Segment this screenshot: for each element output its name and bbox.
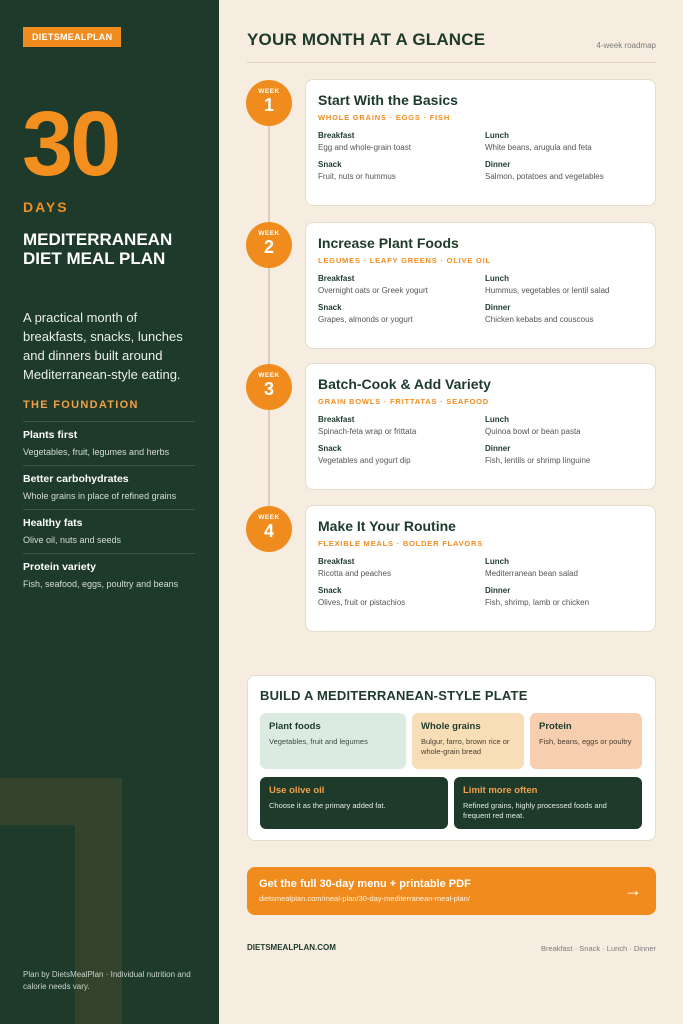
arrow-right-icon[interactable]: →	[624, 880, 642, 900]
meal-label: Breakfast	[318, 557, 355, 566]
meal-grid	[318, 131, 643, 181]
week-title: Make It Your Routine	[318, 518, 456, 534]
week-tags: GRAIN BOWLS · FRITTATAS · SEAFOOD	[318, 397, 489, 406]
foundation-item-desc: Vegetables, fruit, legumes and herbs	[23, 447, 170, 457]
meal-lunch	[485, 557, 652, 578]
meal-value: Mediterranean bean salad	[485, 569, 578, 578]
week-tags: WHOLE GRAINS · EGGS · FISH	[318, 113, 451, 122]
meal-breakfast	[318, 415, 485, 436]
meal-breakfast	[318, 274, 485, 295]
meal-grid	[318, 557, 643, 607]
week-badge-label: WEEK	[258, 372, 280, 379]
meal-label: Snack	[318, 444, 342, 453]
meal-value: Salmon, potatoes and vegetables	[485, 172, 604, 181]
cta-url[interactable]: dietsmealplan.com/meal-plan/30-day-mediterranean-meal-plan/	[259, 894, 470, 903]
meal-label: Lunch	[485, 274, 509, 283]
foundation-item	[23, 509, 195, 553]
week-card	[305, 222, 656, 349]
sidebar-footnote: Plan by DietsMealPlan · Individual nutrition and calorie needs vary.	[23, 970, 191, 991]
week-card	[305, 363, 656, 490]
week-badge-number: 2	[263, 237, 274, 257]
days-label: DAYS	[23, 199, 69, 215]
meal-value: Vegetables and yogurt dip	[318, 456, 411, 465]
foundation-item	[23, 465, 195, 509]
week-title: Start With the Basics	[318, 92, 458, 108]
brand-badge[interactable]: DIETSMEALPLAN	[23, 27, 121, 47]
foundation-list	[23, 421, 195, 597]
foundation-item-title: Plants first	[23, 429, 78, 441]
meal-dinner	[485, 586, 652, 607]
tile-desc: Choose it as the primary added fat.	[269, 801, 386, 810]
timeline-line	[268, 100, 270, 540]
meal-label: Snack	[318, 160, 342, 169]
meal-dinner	[485, 303, 652, 324]
days-number: 30	[22, 93, 119, 195]
week-tags: LEGUMES · LEAFY GREENS · OLIVE OIL	[318, 256, 491, 265]
meal-grid	[318, 274, 643, 324]
meal-breakfast	[318, 557, 485, 578]
week-badge	[246, 80, 292, 126]
foundation-item-title: Healthy fats	[23, 517, 83, 529]
foundation-item-desc: Olive oil, nuts and seeds	[23, 535, 122, 545]
plan-title: MEDITERRANEAN DIET MEAL PLAN	[23, 230, 173, 268]
protein-tile	[530, 713, 642, 769]
meal-value: Olives, fruit or pistachios	[318, 598, 406, 607]
limit-tile	[454, 777, 642, 829]
tile-title: Plant foods	[269, 721, 321, 732]
plant-foods-tile	[260, 713, 406, 769]
meal-lunch	[485, 415, 652, 436]
meal-label: Lunch	[485, 131, 509, 140]
tile-desc: Fish, beans, eggs or poultry	[539, 737, 632, 746]
tile-title: Use olive oil	[269, 785, 325, 796]
cta-title[interactable]: Get the full 30-day menu + printable PDF	[259, 878, 471, 890]
foundation-item	[23, 421, 195, 465]
foundation-item-title: Better carbohydrates	[23, 473, 129, 485]
week-badge	[246, 364, 292, 410]
meal-dinner	[485, 160, 652, 181]
sidebar	[0, 0, 219, 1024]
meal-value: Fish, shrimp, lamb or chicken	[485, 598, 590, 607]
meal-label: Lunch	[485, 415, 509, 424]
week-card	[305, 505, 656, 632]
plan-intro: A practical month of breakfasts, snacks, lunches and dinners built around Mediterranean-style eating.	[23, 310, 183, 382]
week-badge	[246, 222, 292, 268]
tile-desc: Bulgur, farro, brown rice or whole-grain bread	[421, 737, 510, 756]
cta-banner[interactable]	[247, 867, 656, 915]
meal-label: Dinner	[485, 586, 511, 595]
decorative-block-inner	[0, 825, 75, 1024]
meal-value: Grapes, almonds or yogurt	[318, 315, 413, 324]
meal-breakfast	[318, 131, 485, 152]
tile-desc: Vegetables, fruit and legumes	[269, 737, 368, 746]
meal-value: Fish, lentils or shrimp linguine	[485, 456, 591, 465]
tile-desc: Refined grains, highly processed foods and frequent red meat.	[463, 801, 607, 820]
foundation-item-title: Protein variety	[23, 561, 96, 573]
meal-label: Dinner	[485, 303, 511, 312]
meal-label: Breakfast	[318, 274, 355, 283]
meal-value: White beans, arugula and feta	[485, 143, 592, 152]
meal-label: Dinner	[485, 160, 511, 169]
whole-grains-tile	[412, 713, 524, 769]
meal-snack	[318, 586, 485, 607]
meal-value: Fruit, nuts or hummus	[318, 172, 396, 181]
plate-title: BUILD A MEDITERRANEAN-STYLE PLATE	[260, 688, 528, 703]
week-tags: FLEXIBLE MEALS · BOLDER FLAVORS	[318, 539, 484, 548]
meal-label: Lunch	[485, 557, 509, 566]
meal-snack	[318, 444, 485, 465]
week-badge-label: WEEK	[258, 514, 280, 521]
olive-oil-tile	[260, 777, 448, 829]
meal-value: Egg and whole-grain toast	[318, 143, 411, 152]
week-card	[305, 79, 656, 206]
page-subtitle: 4-week roadmap	[596, 41, 656, 50]
meal-grid	[318, 415, 643, 465]
week-badge-number: 3	[263, 379, 274, 399]
page-title: YOUR MONTH AT A GLANCE	[247, 30, 486, 49]
footer-meals: Breakfast · Snack · Lunch · Dinner	[540, 944, 656, 953]
meal-value: Spinach-feta wrap or frittata	[318, 427, 417, 436]
foundation-item-desc: Fish, seafood, eggs, poultry and beans	[23, 579, 179, 589]
foundation-heading: THE FOUNDATION	[23, 399, 139, 411]
meal-label: Snack	[318, 586, 342, 595]
meal-value: Chicken kebabs and couscous	[485, 315, 594, 324]
tile-title: Whole grains	[421, 721, 481, 732]
meal-label: Breakfast	[318, 131, 355, 140]
meal-value: Ricotta and peaches	[318, 569, 391, 578]
meal-dinner	[485, 444, 652, 465]
footer-site[interactable]: DIETSMEALPLAN.COM	[247, 943, 336, 952]
meal-value: Hummus, vegetables or lentil salad	[485, 286, 610, 295]
week-badge-label: WEEK	[258, 230, 280, 237]
meal-label: Dinner	[485, 444, 511, 453]
week-title: Increase Plant Foods	[318, 235, 459, 251]
week-badge-number: 4	[263, 521, 274, 541]
week-title: Batch-Cook & Add Variety	[318, 376, 491, 392]
tile-title: Limit more often	[463, 785, 538, 796]
meal-lunch	[485, 274, 652, 295]
meal-lunch	[485, 131, 652, 152]
plate-card	[247, 675, 656, 841]
week-badge	[246, 506, 292, 552]
meal-snack	[318, 303, 485, 324]
week-badge-number: 1	[263, 95, 274, 115]
meal-value: Quinoa bowl or bean pasta	[485, 427, 581, 436]
meal-label: Snack	[318, 303, 342, 312]
meal-snack	[318, 160, 485, 181]
foundation-item	[23, 553, 195, 597]
tile-title: Protein	[539, 721, 572, 732]
week-badge-label: WEEK	[258, 88, 280, 95]
header-divider	[247, 62, 656, 63]
meal-label: Breakfast	[318, 415, 355, 424]
foundation-item-desc: Whole grains in place of refined grains	[23, 491, 177, 501]
meal-value: Overnight oats or Greek yogurt	[318, 286, 428, 295]
